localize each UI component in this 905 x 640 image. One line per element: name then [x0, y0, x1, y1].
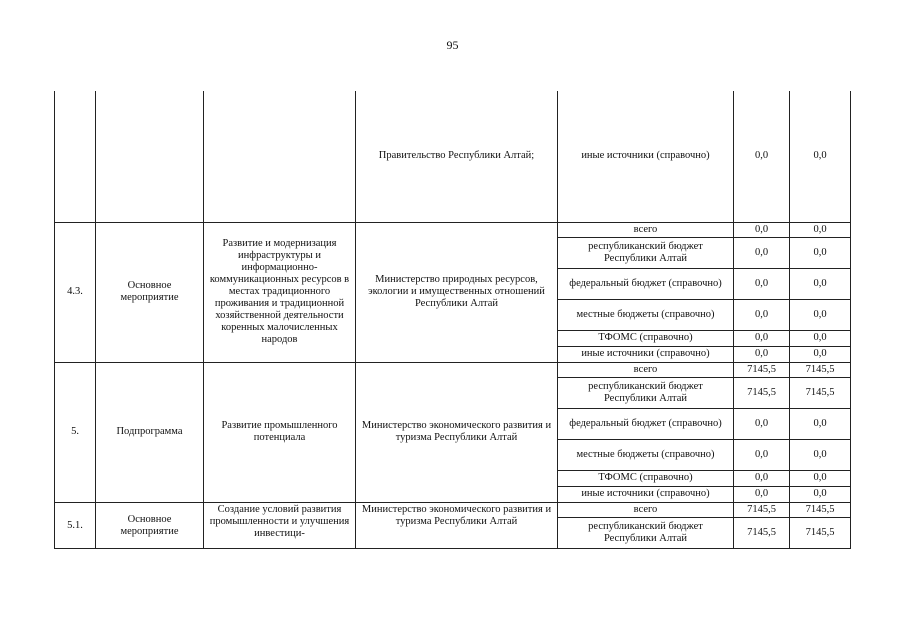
table-row [55, 222, 851, 237]
value-cell: 0,0 [734, 268, 790, 299]
source-cell: федеральный бюджет (справочно) [558, 408, 734, 439]
title-cell: Развитие промышленного потенциала [204, 362, 356, 502]
value-cell: 7145,5 [734, 377, 790, 408]
source-cell: республиканский бюджет Республики Алтай [558, 237, 734, 268]
code-cell: 4.3. [55, 222, 96, 362]
value-cell: 7145,5 [734, 502, 790, 517]
source-cell: республиканский бюджет Республики Алтай [558, 377, 734, 408]
value-cell: 7145,5 [790, 517, 851, 548]
value-cell: 7145,5 [734, 362, 790, 377]
value-cell: 7145,5 [790, 362, 851, 377]
value-cell: 0,0 [734, 408, 790, 439]
source-cell: всего [558, 222, 734, 237]
value-cell: 0,0 [790, 470, 851, 486]
executor-cell: Министерство экономического развития и туризма Республики Алтай [356, 502, 558, 548]
value-cell: 0,0 [790, 408, 851, 439]
source-cell: федеральный бюджет (справочно) [558, 268, 734, 299]
value-cell: 0,0 [790, 222, 851, 237]
type-cell: Основное мероприятие [96, 502, 204, 548]
table-row [55, 362, 851, 377]
value-cell: 0,0 [734, 237, 790, 268]
source-cell: ТФОМС (справочно) [558, 330, 734, 346]
value-cell: 7145,5 [734, 517, 790, 548]
source-cell: республиканский бюджет Республики Алтай [558, 517, 734, 548]
value-cell: 0,0 [790, 237, 851, 268]
type-cell: Основное мероприятие [96, 222, 204, 362]
executor-cell: Министерство экономического развития и туризма Республики Алтай [356, 362, 558, 502]
title-cell: Создание условий развития промышленности и улучшения инвестици- [204, 502, 356, 548]
type-cell: Подпрограмма [96, 362, 204, 502]
source-cell: всего [558, 502, 734, 517]
source-cell: иные источники (справочно) [558, 91, 734, 222]
value-cell: 7145,5 [790, 502, 851, 517]
source-cell: иные источники (справочно) [558, 486, 734, 502]
continued-row [55, 91, 851, 222]
value-cell: 0,0 [734, 330, 790, 346]
value-cell: 7145,5 [790, 377, 851, 408]
value-cell: 0,0 [734, 222, 790, 237]
value-cell: 0,0 [790, 439, 851, 470]
source-cell: ТФОМС (справочно) [558, 470, 734, 486]
value-cell: 0,0 [734, 486, 790, 502]
value-cell: 0,0 [790, 299, 851, 330]
source-cell: иные источники (справочно) [558, 346, 734, 362]
page-number: 95 [446, 38, 459, 52]
table-row [55, 502, 851, 517]
value-cell: 0,0 [790, 91, 851, 222]
executor-cell: Правительство Республики Алтай; [356, 91, 558, 222]
value-cell: 0,0 [734, 470, 790, 486]
budget-table [54, 91, 851, 549]
code-cell: 5. [55, 362, 96, 502]
value-cell: 0,0 [790, 268, 851, 299]
source-cell: всего [558, 362, 734, 377]
title-cell: Развитие и модернизация инфраструктуры и информационно-коммуникационных ресурсов в местах традиционного проживания и традиционной хозяйственной деятельности коренных малочисленных народов [204, 222, 356, 362]
value-cell: 0,0 [790, 346, 851, 362]
executor-cell: Министерство природных ресурсов, экологии и имущественных отношений Республики Алтай [356, 222, 558, 362]
source-cell: местные бюджеты (справочно) [558, 299, 734, 330]
value-cell: 0,0 [734, 91, 790, 222]
value-cell: 0,0 [734, 439, 790, 470]
code-cell: 5.1. [55, 502, 96, 548]
type-cell [96, 91, 204, 222]
source-cell: местные бюджеты (справочно) [558, 439, 734, 470]
value-cell: 0,0 [790, 486, 851, 502]
title-cell [204, 91, 356, 222]
code-cell [55, 91, 96, 222]
value-cell: 0,0 [734, 299, 790, 330]
value-cell: 0,0 [790, 330, 851, 346]
value-cell: 0,0 [734, 346, 790, 362]
